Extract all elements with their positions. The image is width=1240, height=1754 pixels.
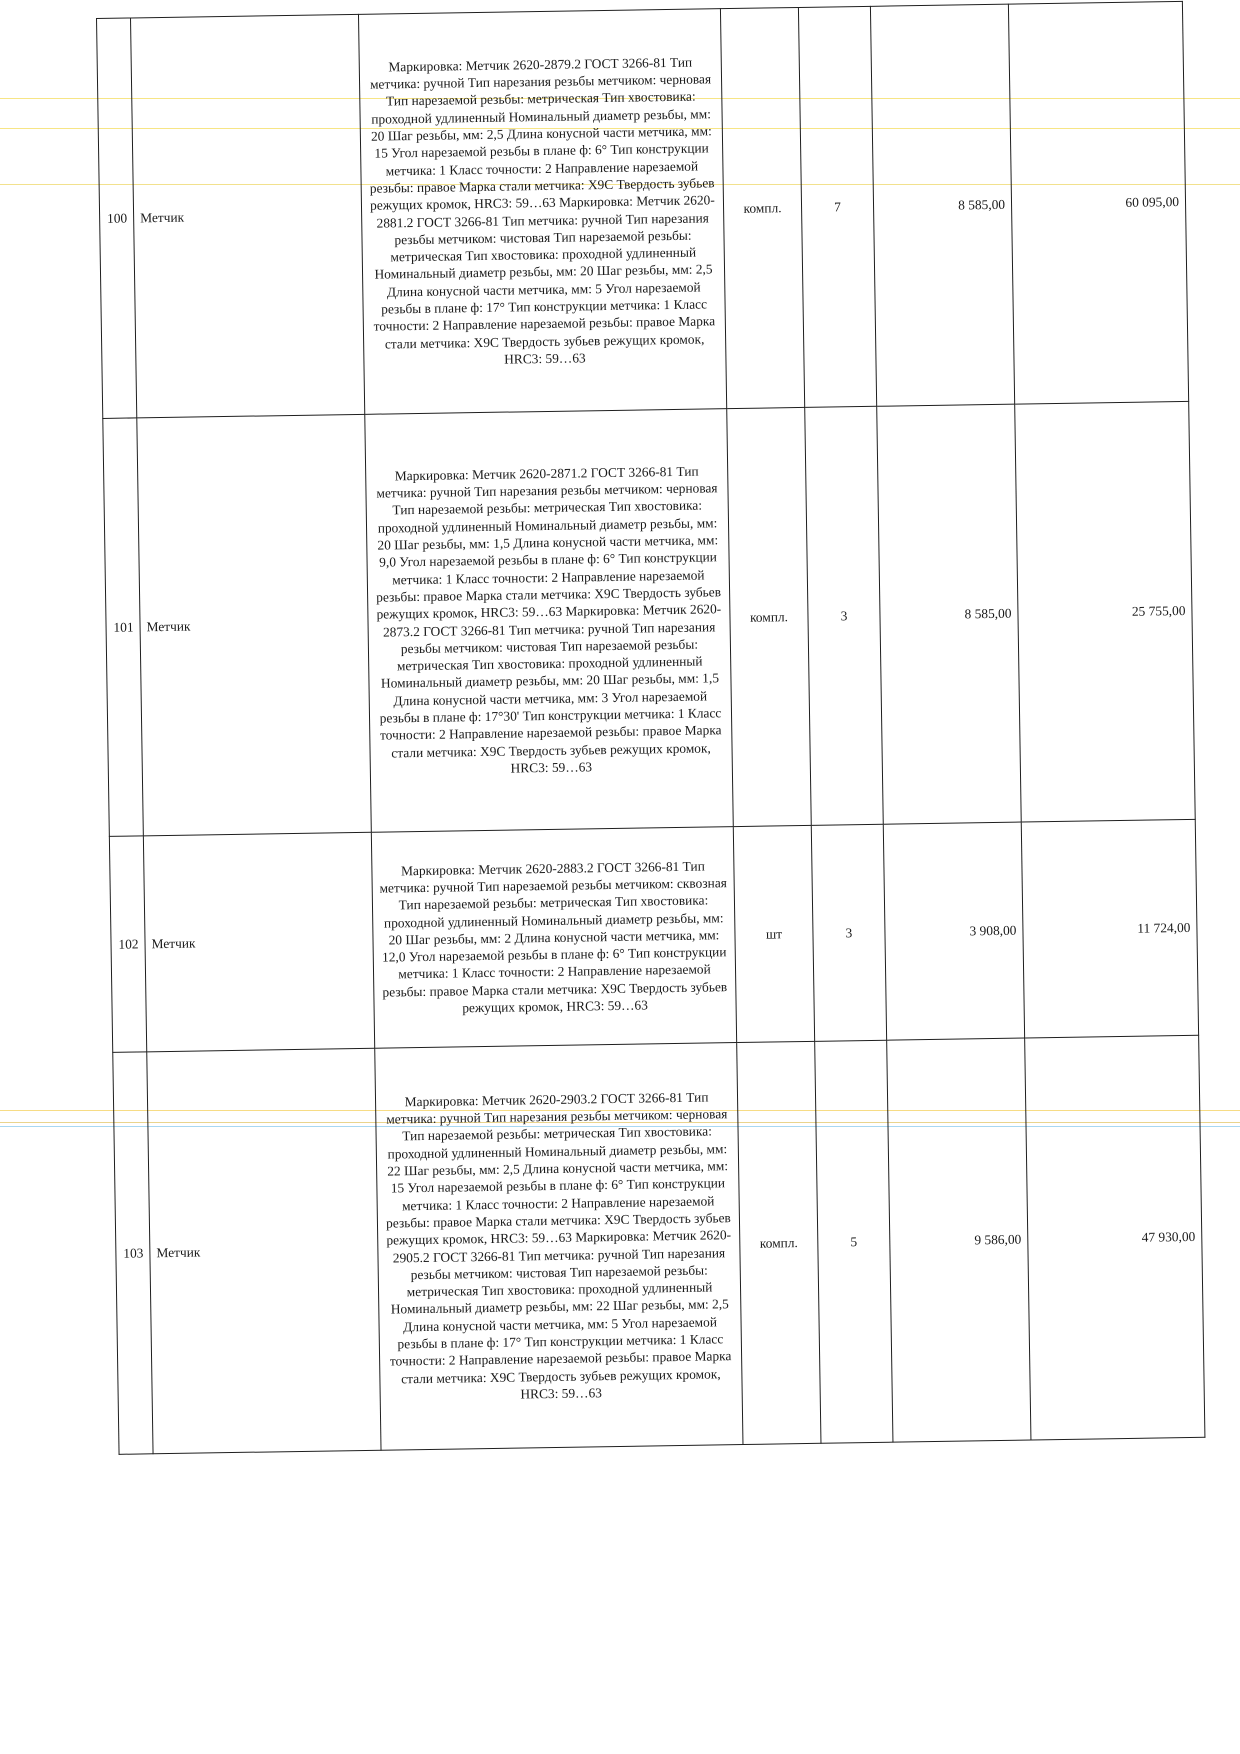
item-price: 8 585,00 (870, 4, 1014, 406)
item-description: Маркировка: Метчик 2620-2903.2 ГОСТ 3266-81 Тип метчика: ручной Тип нарезания резьбы метчиком: черновая Тип нарезаемой резьбы: метрическая Тип хвостовика: проходной удлиненный Номинальный диаметр резьбы, мм: 22 Шаг резьбы, мм: 2,5 Длина конусной части метчика, мм: 15 Угол нарезаемой резьбы в плане ф: 6° Тип конструкции метчика: 1 Класс точности: 2 Направление нарезаемой резьбы: правое Марка стали метчика: Х9С Твердость зубьев режущих кромок, HRC3: 59…63 Маркировка: Метчик 2620-2905.2 ГОСТ 3266-81 Тип метчика: ручной Тип нарезания резьбы метчиком: чистовая Тип нарезаемой резьбы: метрическая Тип хвостовика: проходной удлиненный Номинальный диаметр резьбы, мм: 22 Шаг резьбы, мм: 2,5 Длина конусной части метчика, мм: 5 Угол нарезаемой резьбы в плане ф: 17° Тип конструкции метчика: 1 Класс точности: 2 Направление нарезаемой резьбы: правое Марка стали метчика: Х9С Твердость зубьев режущих кромок, HRC3: 59…63 (375, 1043, 743, 1451)
table-row (97, 1, 1189, 418)
row-number: 102 (109, 836, 146, 1053)
item-name: Метчик (131, 14, 365, 418)
table-row (109, 819, 1198, 1052)
item-sum: 47 930,00 (1025, 1035, 1205, 1440)
item-unit: компл. (727, 407, 812, 826)
specification-table (96, 1, 1205, 1455)
item-name: Метчик (137, 414, 372, 836)
item-price: 8 585,00 (877, 404, 1022, 824)
item-quantity: 3 (811, 824, 886, 1041)
item-description: Маркировка: Метчик 2620-2871.2 ГОСТ 3266-81 Тип метчика: ручной Тип нарезания резьбы метчиком: черновая Тип нарезаемой резьбы: метрическая Тип хвостовика: проходной удлиненный Номинальный диаметр резьбы, мм: 20 Шаг резьбы, мм: 1,5 Длина конусной части метчика, мм: 9,0 Угол нарезаемой резьбы в плане ф: 6° Тип конструкции метчика: 1 Класс точности: 2 Направление нарезаемой резьбы: правое Марка стали метчика: Х9С Твердость зубьев режущих кромок, HRC3: 59…63 Маркировка: Метчик 2620-2873.2 ГОСТ 3266-81 Тип метчика: ручной Тип нарезания резьбы метчиком: чистовая Тип нарезаемой резьбы: метрическая Тип хвостовика: проходной удлиненный Номинальный диаметр резьбы, мм: 20 Шаг резьбы, мм: 1,5 Длина конусной части метчика, мм: 3 Угол нарезаемой резьбы в плане ф: 17°30' Тип конструкции метчика: 1 Класс точности: 2 Направление нарезаемой резьбы: правое Марка стали метчика: Х9С Твердость зубьев режущих кромок, HRC3: 59…63 (365, 409, 734, 833)
item-unit: компл. (737, 1041, 821, 1444)
item-quantity: 3 (805, 406, 884, 825)
item-description: Маркировка: Метчик 2620-2879.2 ГОСТ 3266-81 Тип метчика: ручной Тип нарезания резьбы метчиком: черновая Тип нарезаемой резьбы: метрическая Тип хвостовика: проходной удлиненный Номинальный диаметр резьбы, мм: 20 Шаг резьбы, мм: 2,5 Длина конусной части метчика, мм: 15 Угол нарезаемой резьбы в плане ф: 6° Тип конструкции метчика: 1 Класс точности: 2 Направление нарезаемой резьбы: правое Марка стали метчика: Х9С Твердость зубьев режущих кромок, HRC3: 59…63 Маркировка: Метчик 2620-2881.2 ГОСТ 3266-81 Тип метчика: ручной Тип нарезания резьбы метчиком: чистовая Тип нарезаемой резьбы: метрическая Тип хвостовика: проходной удлиненный Номинальный диаметр резьбы, мм: 20 Шаг резьбы, мм: 2,5 Длина конусной части метчика, мм: 5 Угол нарезаемой резьбы в плане ф: 17° Тип конструкции метчика: 1 Класс точности: 2 Направление нарезаемой резьбы: правое Марка стали метчика: Х9С Твердость зубьев режущих кромок, HRC3: 59…63 (358, 9, 726, 415)
item-name: Метчик (147, 1048, 381, 1454)
item-sum: 11 724,00 (1021, 819, 1198, 1038)
table-row (103, 401, 1195, 836)
row-number: 100 (97, 18, 137, 418)
row-number: 101 (103, 418, 144, 836)
item-price: 3 908,00 (883, 822, 1024, 1040)
item-name: Метчик (143, 832, 374, 1052)
scanned-document-page (96, 1, 1204, 1455)
item-sum: 60 095,00 (1008, 1, 1188, 404)
item-unit: шт (733, 825, 814, 1042)
row-number: 103 (113, 1052, 153, 1454)
item-quantity: 5 (815, 1040, 893, 1443)
item-description: Маркировка: Метчик 2620-2883.2 ГОСТ 3266-81 Тип метчика: ручной Тип нарезаемой резьбы метчиком: сквозная Тип нарезаемой резьбы: метрическая Тип хвостовика: проходной удлиненный Номинальный диаметр резьбы, мм: 20 Шаг резьбы, мм: 2 Длина конусной части метчика, мм: 12,0 Угол нарезаемой резьбы в плане ф: 6° Тип конструкции метчика: 1 Класс точности: 2 Направление нарезаемой резьбы: правое Марка стали метчика: Х9С Твердость зубьев режущих кромок, HRC3: 59…63 (371, 827, 736, 1049)
table-row (113, 1035, 1205, 1454)
item-quantity: 7 (798, 6, 876, 407)
item-price: 9 586,00 (887, 1038, 1031, 1442)
item-unit: компл. (720, 7, 804, 408)
item-sum: 25 755,00 (1015, 401, 1196, 822)
